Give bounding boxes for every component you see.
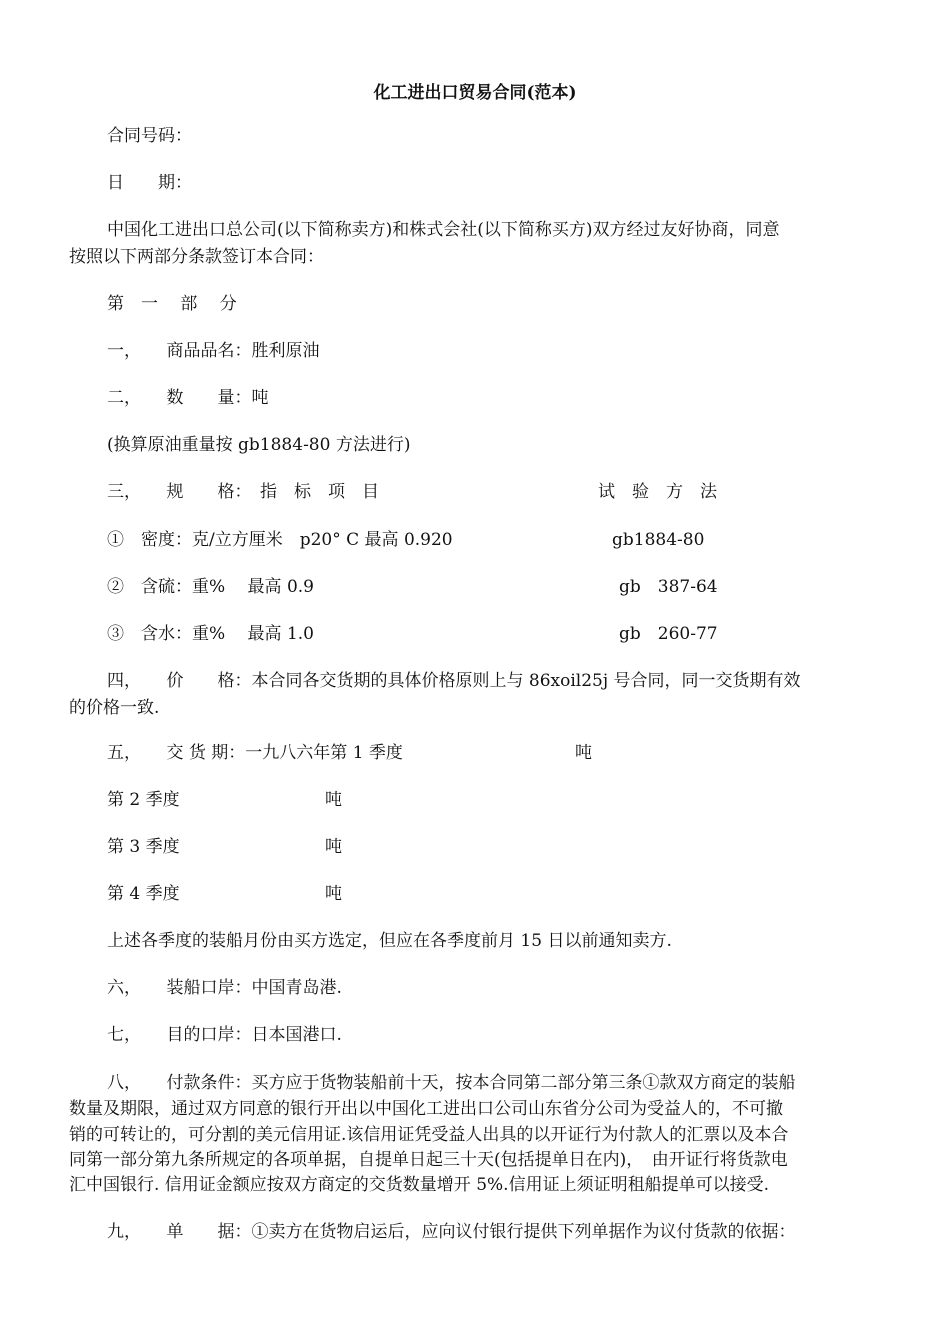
spec-sulfur-method: gb 387-64: [619, 577, 718, 597]
quantity-conversion-note: (换算原油重量按 gb1884-80 方法进行): [107, 435, 411, 455]
clause-7-destination-port: 七， 目的口岸：日本国港口.: [107, 1025, 342, 1045]
spec-density: ① 密度：克/立方厘米 p20° C 最高 0.920: [107, 530, 453, 550]
contract-number-line: 合同号码：: [107, 126, 192, 146]
clause-8-payment-line-4: 同第一部分第九条所规定的各项单据，自提单日起三十天(包括提单日在内)， 由开证行将货款电: [69, 1150, 788, 1170]
delivery-q2-unit: 吨: [325, 790, 342, 810]
clause-8-payment-line-1: 八， 付款条件：买方应于货物装船前十天，按本合同第二部分第三条①款双方商定的装船: [107, 1073, 796, 1093]
clause-4-price-line-2: 的价格一致.: [69, 698, 160, 718]
spec-water-method: gb 260-77: [619, 624, 718, 644]
clause-2-quantity: 二， 数 量：吨: [107, 388, 269, 408]
shipping-month-note: 上述各季度的装船月份由买方选定，但应在各季度前月 15 日以前通知卖方.: [107, 931, 672, 951]
intro-paragraph-line-1: 中国化工进出口总公司(以下简称卖方)和株式会社(以下简称买方)双方经过友好协商，同意: [107, 220, 780, 240]
clause-5-delivery: 五， 交 货 期：一九八六年第 1 季度: [107, 743, 403, 763]
document-title: 化工进出口贸易合同(范本): [373, 83, 577, 103]
clause-3-spec-header: 三， 规 格： 指 标 项 目: [107, 482, 379, 502]
clause-1-product-name: 一， 商品品名：胜利原油: [107, 341, 320, 361]
spec-sulfur: ② 含硫：重% 最高 0.9: [107, 577, 314, 597]
delivery-q4: 第 4 季度: [107, 884, 180, 904]
delivery-q2: 第 2 季度: [107, 790, 180, 810]
intro-paragraph-line-2: 按照以下两部分条款签订本合同：: [69, 247, 324, 267]
delivery-q3: 第 3 季度: [107, 837, 180, 857]
delivery-q1-unit: 吨: [575, 743, 592, 763]
delivery-q3-unit: 吨: [325, 837, 342, 857]
test-method-header: 试 验 方 法: [598, 482, 717, 502]
clause-8-payment-line-3: 销的可转让的，可分割的美元信用证.该信用证凭受益人出具的以开证行为付款人的汇票以及本合: [69, 1125, 789, 1145]
clause-8-payment-line-2: 数量及期限，通过双方同意的银行开出以中国化工进出口公司山东省分公司为受益人的，不可撤: [69, 1099, 783, 1119]
delivery-q4-unit: 吨: [325, 884, 342, 904]
clause-6-loading-port: 六， 装船口岸：中国青岛港.: [107, 978, 342, 998]
part-one-heading: 第 一 部 分: [107, 294, 237, 314]
clause-4-price-line-1: 四， 价 格：本合同各交货期的具体价格原则上与 86xoil25j 号合同，同一交货期有效: [107, 671, 801, 691]
spec-density-method: gb1884-80: [612, 530, 705, 550]
spec-water: ③ 含水：重% 最高 1.0: [107, 624, 314, 644]
date-line: 日 期：: [107, 173, 192, 193]
clause-9-documents: 九， 单 据：①卖方在货物启运后，应向议付银行提供下列单据作为议付货款的依据：: [107, 1222, 796, 1242]
clause-8-payment-line-5: 汇中国银行. 信用证金额应按双方商定的交货数量增开 5%.信用证上须证明租船提单可以接受.: [69, 1175, 769, 1195]
